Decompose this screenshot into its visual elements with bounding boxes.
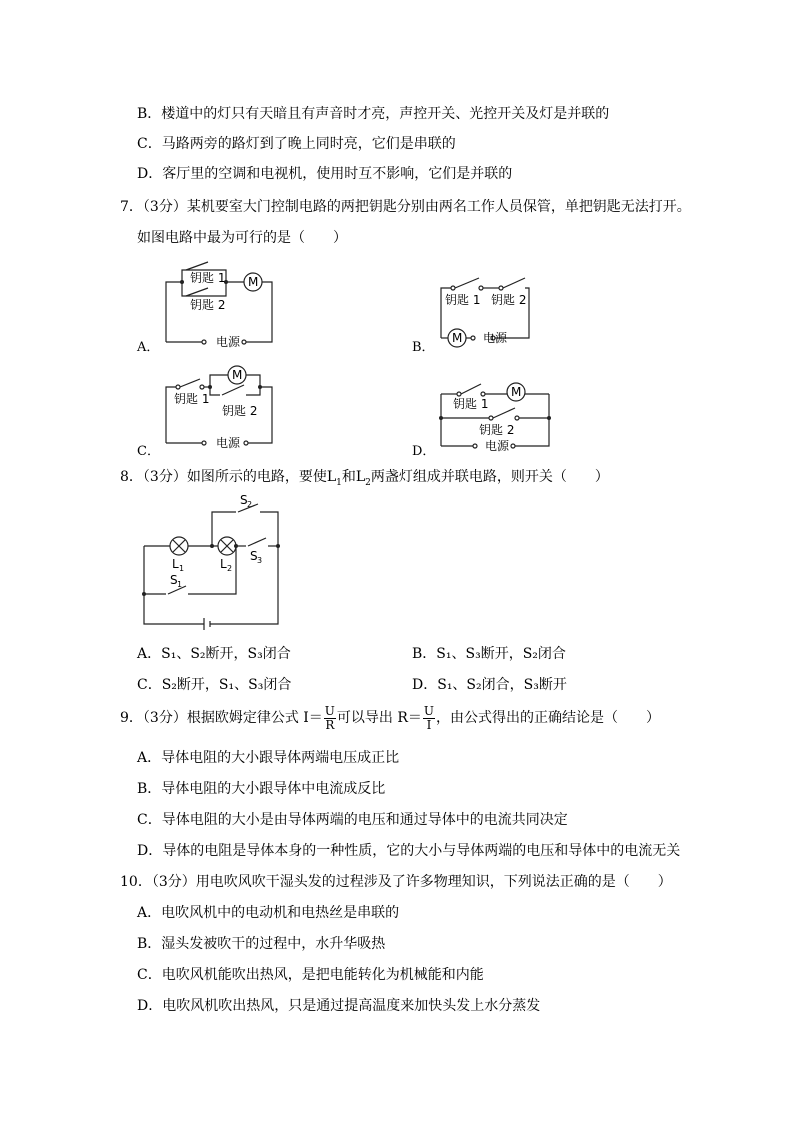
q8-option-b: B．S₁、S₃断开，S₂闭合 [412, 646, 566, 662]
q10-option-d: D．电吹风机吹出热风，只是通过提高温度来加快头发上水分蒸发 [137, 998, 541, 1014]
q8-circuit [140, 494, 290, 634]
q8-option-c: C．S₂断开，S₁、S₃闭合 [137, 677, 292, 693]
svg-text:钥匙 2: 钥匙 2 [190, 298, 226, 312]
svg-text:钥匙 1: 钥匙 1 [445, 293, 481, 307]
q9-option-d: D．导体的电阻是导体本身的一种性质，它的大小与导体两端的电压和导体中的电流无关 [137, 843, 681, 859]
q7-label-c: C． [137, 444, 160, 459]
svg-text:电源: 电源 [483, 331, 508, 345]
q9-option-a: A．导体电阻的大小跟导体两端电压成正比 [137, 750, 400, 766]
svg-text:2: 2 [247, 500, 253, 509]
svg-text:1: 1 [177, 580, 183, 589]
q7-stem-2: 如图电路中最为可行的是（ ） [137, 230, 347, 246]
svg-text:电源: 电源 [485, 439, 510, 453]
q7-stem: 7．（3分）某机要室大门控制电路的两把钥匙分别由两名工作人员保管，单把钥匙无法打开。 [120, 199, 691, 215]
svg-text:2: 2 [227, 564, 233, 573]
svg-text:M: M [232, 368, 243, 382]
q9-option-c: C．导体电阻的大小是由导体两端的电压和通过导体中的电流共同决定 [137, 812, 568, 828]
q10-option-b: B．湿头发被吹干的过程中，水升华吸热 [137, 936, 386, 952]
svg-text:M: M [511, 385, 522, 399]
svg-text:L: L [220, 557, 227, 571]
q10-option-a: A．电吹风机中的电动机和电热丝是串联的 [137, 905, 400, 921]
q7-label-b: B． [412, 340, 435, 355]
motor-label: M [248, 275, 259, 289]
svg-text:电源: 电源 [216, 335, 241, 349]
svg-text:S: S [240, 493, 248, 507]
q10-option-c: C．电吹风机能吹出热风，是把电能转化为机械能和内能 [137, 967, 484, 983]
formula-u-over-r: $\frac{U}{R}$ [324, 703, 335, 732]
q8-option-a: A．S₁、S₂断开，S₃闭合 [137, 646, 291, 662]
svg-text:钥匙 2: 钥匙 2 [491, 293, 527, 307]
q8-option-d: D．S₁、S₂闭合，S₃断开 [412, 677, 567, 693]
svg-text:M: M [452, 331, 463, 345]
q7-circuit-d [435, 374, 555, 453]
q7-label-a: A． [137, 340, 160, 355]
svg-text:L: L [172, 557, 179, 571]
q6-option-d: D．客厅里的空调和电视机，使用时互不影响，它们是并联的 [137, 166, 513, 182]
formula-u-over-i: $\frac{U}{I}$ [423, 703, 435, 732]
svg-text:钥匙 1: 钥匙 1 [190, 271, 226, 285]
svg-text:3: 3 [257, 556, 263, 565]
svg-text:S: S [250, 549, 258, 563]
q9-option-b: B．导体电阻的大小跟导体中电流成反比 [137, 781, 386, 797]
svg-text:钥匙 2: 钥匙 2 [222, 404, 258, 418]
q7-circuit-b [435, 270, 535, 344]
svg-text:钥匙 2: 钥匙 2 [479, 423, 515, 437]
q7-circuit-a [160, 262, 280, 349]
q10-stem: 10．（3分）用电吹风吹干湿头发的过程涉及了许多物理知识，下列说法正确的是（ ） [120, 874, 672, 890]
q7-label-d: D． [412, 444, 436, 459]
svg-text:钥匙 1: 钥匙 1 [453, 397, 489, 411]
q7-circuit-c [160, 365, 280, 450]
q6-option-c: C．马路两旁的路灯到了晚上同时亮，它们是串联的 [137, 136, 456, 152]
q8-stem: 8．（3分）如图所示的电路，要使$L_1$和$L_2$两盏灯组成并联电路，则开关（ ） [120, 469, 609, 488]
svg-text:1: 1 [179, 564, 185, 573]
svg-text:钥匙 1: 钥匙 1 [174, 392, 210, 406]
svg-text:电源: 电源 [216, 436, 241, 450]
svg-text:S: S [170, 573, 178, 587]
q6-option-b: B．楼道中的灯只有天暗且有声音时才亮，声控开关、光控开关及灯是并联的 [137, 106, 610, 122]
q9-stem: 9．（3分）根据欧姆定律公式 I＝ $\frac{U}{R}$ 可以导出 R＝ $\frac{U}{I}$ ，由公式得出的正确结论是（ ） [120, 703, 661, 732]
